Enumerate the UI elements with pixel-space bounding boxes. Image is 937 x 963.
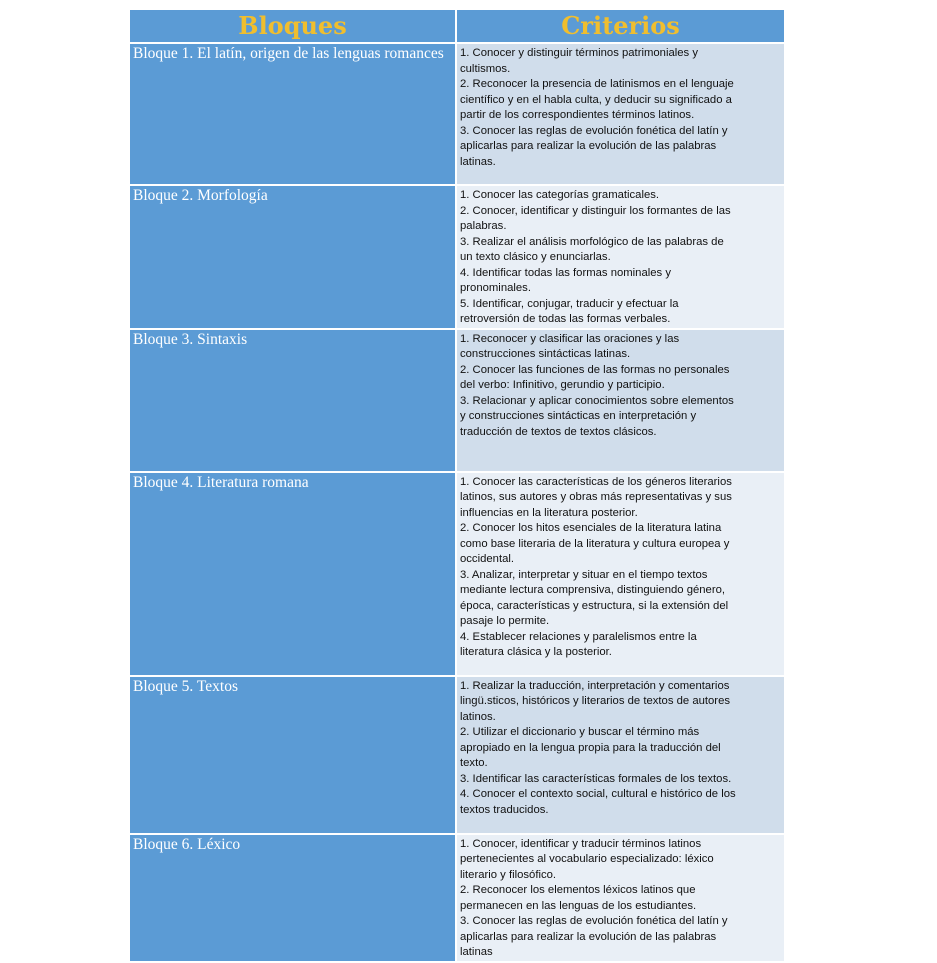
criterio-item: 1. Conocer las características de los géneros literarios latinos, sus autores y obras más representativas y sus influencias en la literatura posterior.	[460, 475, 732, 519]
bloque-cell: Bloque 5. Textos	[129, 676, 456, 834]
table-row	[129, 185, 785, 329]
criterio-item: 2. Conocer los hitos esenciales de la literatura latina como base literaria de la literatura y cultura europea y occidental.	[460, 522, 730, 565]
table-header-row	[129, 10, 785, 43]
criteria-table	[128, 10, 786, 963]
criterio-item: 3. Realizar el análisis morfológico de las palabras de un texto clásico y enunciarlas.	[460, 235, 724, 263]
criterio-item: 3. Conocer las reglas de evolución fonética del latín y aplicarlas para realizar la evolución de las palabras latinas.	[460, 124, 728, 168]
criterios-cell	[456, 329, 785, 472]
criterio-item: 3. Conocer las reglas de evolución fonética del latín y aplicarlas para realizar la evolución de las palabras latinas	[460, 915, 728, 958]
criterio-item: 1. Realizar la traducción, interpretación y comentarios lingü.sticos, históricos y literarios de textos de autores latinos.	[460, 679, 730, 723]
criterio-item: 3. Analizar, interpretar y situar en el tiempo textos mediante lectura comprensiva, distinguiendo género, época, características y estructura, si la extensión del pasaje lo permite.	[460, 568, 729, 627]
bloque-cell: Bloque 6. Léxico	[129, 834, 456, 962]
criterio-item: 3. Identificar las características formales de los textos.	[460, 772, 732, 785]
table-row	[129, 834, 785, 962]
criterios-cell	[456, 676, 785, 834]
criterio-item: 4. Establecer relaciones y paralelismos entre la literatura clásica y la posterior.	[460, 630, 697, 658]
bloque-cell: Bloque 2. Morfología	[129, 185, 456, 329]
criterio-item: 2. Utilizar el diccionario y buscar el término más apropiado en la lengua propia para la traducción del texto.	[460, 726, 721, 769]
table-row	[129, 472, 785, 676]
criterio-item: 2. Reconocer la presencia de latinismos en el lenguaje científico y en el habla culta, y deducir su significado a partir de los correspondientes términos latinos.	[460, 78, 734, 121]
criterios-cell	[456, 185, 785, 329]
header-criterios: Criterios	[456, 10, 785, 43]
table-row	[129, 43, 785, 185]
criterios-cell	[456, 472, 785, 676]
criterio-item: 2. Conocer, identificar y distinguir los formantes de las palabras.	[460, 204, 731, 232]
criterio-item: 1. Conocer, identificar y traducir términos latinos pertenecientes al vocabulario especializado: léxico literario y filosófico.	[460, 837, 714, 881]
criterio-item: 2. Reconocer los elementos léxicos latinos que permanecen en las lenguas de los estudiantes.	[460, 884, 697, 912]
criterio-item: 4. Conocer el contexto social, cultural e histórico de los textos traducidos.	[460, 788, 736, 816]
criterio-item: 4. Identificar todas las formas nominales y pronominales.	[460, 266, 671, 294]
criterio-item: 3. Relacionar y aplicar conocimientos sobre elementos y construcciones sintácticas en interpretación y traducción de textos de textos clásicos.	[460, 394, 734, 438]
bloque-cell: Bloque 3. Sintaxis	[129, 329, 456, 472]
bloque-cell: Bloque 4. Literatura romana	[129, 472, 456, 676]
criterio-item: 2. Conocer las funciones de las formas no personales del verbo: Infinitivo, gerundio y participio.	[460, 363, 730, 391]
table-row	[129, 329, 785, 472]
table-row	[129, 676, 785, 834]
criterio-item: 1. Reconocer y clasificar las oraciones y las construcciones sintácticas latinas.	[460, 332, 680, 360]
criterio-item: 1. Conocer las categorías gramaticales.	[460, 189, 660, 201]
criterio-item: 1. Conocer y distinguir términos patrimoniales y cultismos.	[460, 47, 698, 75]
criterio-item: 5. Identificar, conjugar, traducir y efectuar la retroversión de todas las formas verbales.	[460, 297, 679, 325]
criterios-cell	[456, 43, 785, 185]
bloque-cell: Bloque 1. El latín, origen de las lenguas romances	[129, 43, 456, 185]
header-bloques: Bloques	[129, 10, 456, 43]
criterios-cell	[456, 834, 785, 962]
